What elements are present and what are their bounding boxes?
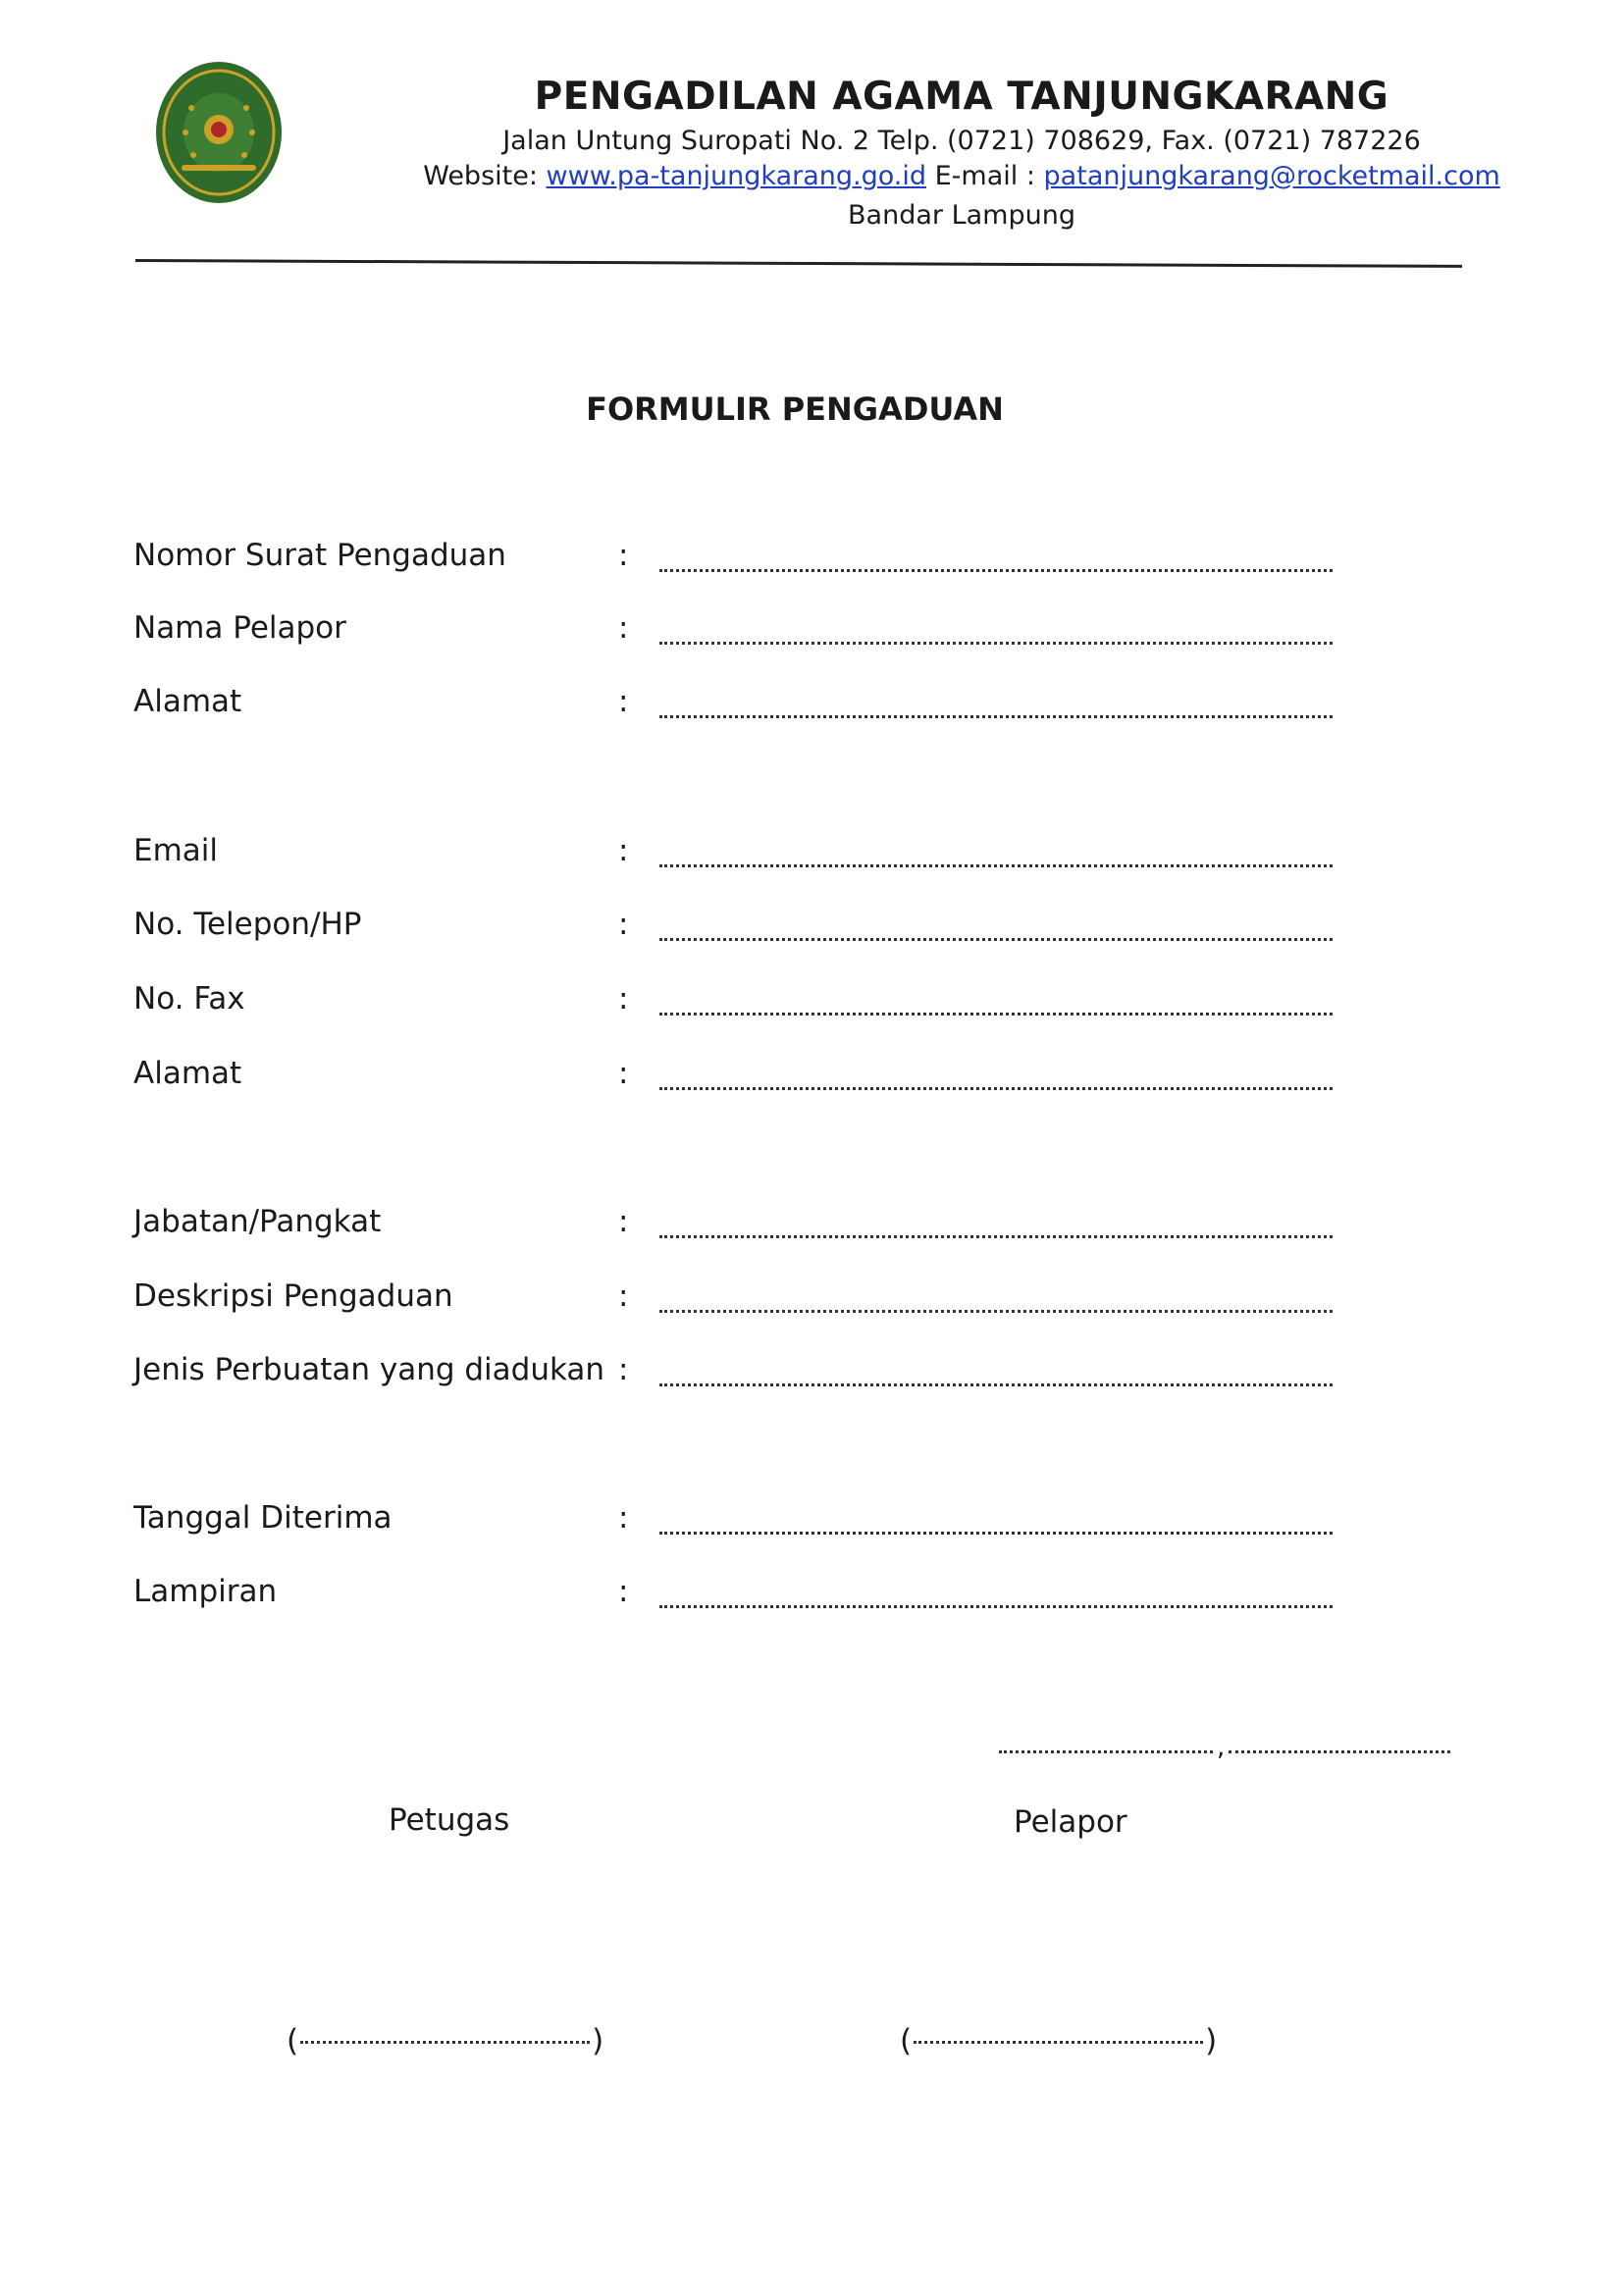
field-label: Nama Pelapor (133, 610, 346, 646)
form-field-tanggal-diterima (0, 1500, 1624, 1549)
field-fill-line[interactable] (659, 1605, 1333, 1608)
field-colon: : (618, 907, 629, 942)
field-label: Nomor Surat Pengaduan (133, 538, 506, 573)
website-link[interactable]: www.pa-tanjungkarang.go.id (546, 161, 927, 191)
field-label: Jenis Perbuatan yang diadukan (133, 1352, 605, 1387)
form-field-jabatan (0, 1204, 1624, 1253)
email-label: E-mail : (934, 161, 1035, 191)
officer-signature-blank[interactable] (287, 2023, 603, 2059)
form-field-alamat-1 (0, 684, 1624, 733)
field-fill-line[interactable] (659, 1235, 1333, 1238)
form-field-jenis-perbuatan (0, 1352, 1624, 1401)
field-fill-line[interactable] (659, 1087, 1333, 1090)
field-fill-line[interactable] (659, 1532, 1333, 1535)
field-label: Deskripsi Pengaduan (133, 1278, 453, 1314)
field-colon: : (618, 538, 629, 573)
field-fill-line[interactable] (659, 642, 1333, 645)
field-label: No. Fax (133, 981, 245, 1017)
field-colon: : (618, 1352, 629, 1387)
reporter-signature-blank[interactable] (900, 2023, 1217, 2059)
form-field-fax (0, 981, 1624, 1030)
field-fill-line[interactable] (659, 1013, 1333, 1016)
field-label: Alamat (133, 1056, 242, 1091)
email-link[interactable]: patanjungkarang@rocketmail.com (1043, 161, 1500, 191)
field-fill-line[interactable] (659, 569, 1333, 572)
close-paren: ) (592, 2023, 604, 2059)
institution-name: PENGADILAN AGAMA TANJUNGKARANG (534, 75, 1389, 119)
open-paren: ( (900, 2023, 913, 2059)
form-field-lampiran (0, 1574, 1624, 1623)
field-label: Lampiran (133, 1574, 278, 1609)
field-fill-line[interactable] (659, 1383, 1333, 1386)
reporter-label: Pelapor (1014, 1804, 1127, 1840)
close-paren: ) (1205, 2023, 1218, 2059)
open-paren: ( (287, 2023, 299, 2059)
officer-name-line[interactable] (300, 2041, 590, 2044)
contact-line (334, 161, 1590, 191)
form-field-alamat-2 (0, 1056, 1624, 1105)
reporter-name-line[interactable] (914, 2041, 1203, 2044)
form-field-nama-pelapor (0, 610, 1624, 659)
field-colon: : (618, 1278, 629, 1314)
place-date-line[interactable] (999, 1733, 1450, 1762)
officer-label: Petugas (389, 1802, 510, 1838)
field-colon: : (618, 981, 629, 1017)
form-field-deskripsi (0, 1278, 1624, 1328)
field-colon: : (618, 1056, 629, 1091)
field-fill-line[interactable] (659, 938, 1333, 941)
institution-address: Jalan Untung Suropati No. 2 Telp. (0721) 708629, Fax. (0721) 787226 (502, 126, 1421, 156)
field-colon: : (618, 1204, 629, 1239)
date-fill-line[interactable] (1229, 1750, 1450, 1753)
place-fill-line[interactable] (999, 1750, 1213, 1753)
field-label: Tanggal Diterima (133, 1500, 393, 1536)
field-colon: : (618, 1500, 629, 1536)
field-label: Email (133, 833, 219, 868)
field-fill-line[interactable] (659, 715, 1333, 718)
field-colon: : (618, 833, 629, 868)
form-field-telepon (0, 907, 1624, 956)
field-colon: : (618, 610, 629, 646)
field-label: No. Telepon/HP (133, 907, 362, 942)
court-emblem-logo (152, 59, 286, 206)
field-fill-line[interactable] (659, 864, 1333, 867)
form-title: FORMULIR PENGADUAN (586, 391, 1004, 428)
header-divider (135, 259, 1462, 268)
field-colon: : (618, 684, 629, 719)
field-fill-line[interactable] (659, 1310, 1333, 1313)
website-label: Website: (423, 161, 538, 191)
date-comma: , (1217, 1733, 1226, 1762)
form-field-nomor-surat (0, 538, 1624, 587)
field-label: Alamat (133, 684, 242, 719)
form-field-email (0, 833, 1624, 882)
field-label: Jabatan/Pangkat (133, 1204, 382, 1239)
institution-city: Bandar Lampung (848, 200, 1075, 231)
field-colon: : (618, 1574, 629, 1609)
